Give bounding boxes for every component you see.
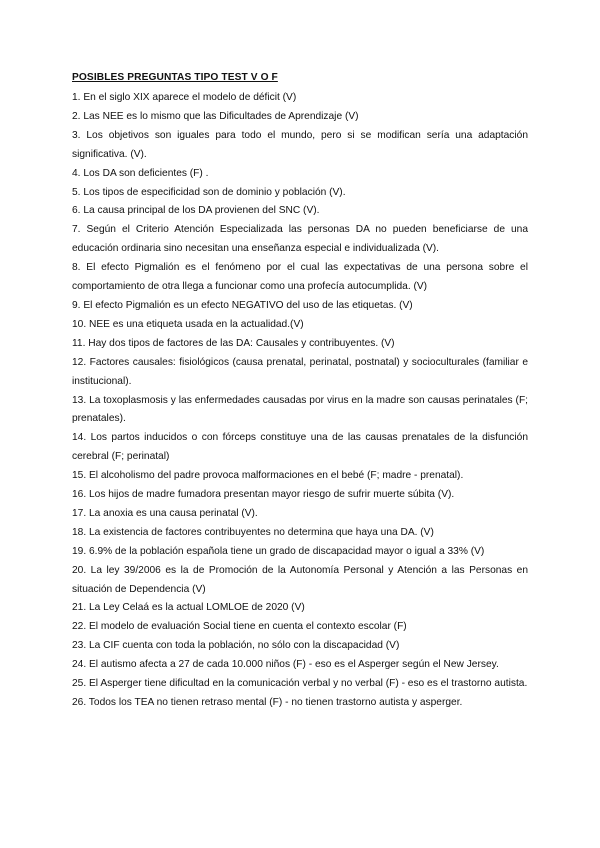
list-item: 26. Todos los TEA no tienen retraso mental (F) - no tienen trastorno autista y asperger.: [72, 697, 463, 708]
list-item: 11. Hay dos tipos de factores de las DA: Causales y contribuyentes. (V): [72, 337, 395, 349]
list-item: 5. Los tipos de especificidad son de dominio y población (V).: [72, 186, 346, 198]
list-item: 19. 6.9% de la población española tiene un grado de discapacidad mayor o igual a 33% (V): [72, 545, 485, 557]
list-item: 23. La CIF cuenta con toda la población, no sólo con la discapacidad (V): [72, 640, 400, 652]
list-item: 22. El modelo de evaluación Social tiene en cuenta el contexto escolar (F): [72, 621, 407, 633]
list-item: 10. NEE es una etiqueta usada en la actualidad.(V): [72, 318, 304, 330]
list-item: 18. La existencia de factores contribuyentes no determina que haya una DA. (V): [72, 526, 434, 538]
list-item: 2. Las NEE es lo mismo que las Dificultades de Aprendizaje (V): [72, 110, 359, 122]
list-item: 13. La toxoplasmosis y las enfermedades causadas por virus en la madre son causas perinatales (F; prenatales).: [72, 394, 528, 425]
list-item: 9. El efecto Pigmalión es un efecto NEGATIVO del uso de las etiquetas. (V): [72, 299, 413, 311]
list-item: 12. Factores causales: fisiológicos (causa prenatal, perinatal, postnatal) y socioculturales (familiar e institucional).: [72, 356, 528, 387]
list-item: 14. Los partos inducidos o con fórceps constituye una de las causas prenatales de la disfunción cerebral (F; perinatal): [72, 432, 528, 463]
list-item: 21. La Ley Celaá es la actual LOMLOE de 2020 (V): [72, 602, 305, 614]
list-item: 7. Según el Criterio Atención Especializada las personas DA no pueden beneficiarse de una educación ordinaria sino necesitan una enseñanza especial e individualizada (V).: [72, 224, 528, 255]
list-item: 17. La anoxia es una causa perinatal (V).: [72, 507, 258, 519]
list-item: 15. El alcoholismo del padre provoca malformaciones en el bebé (F; madre - prenatal).: [72, 470, 464, 482]
list-item: 16. Los hijos de madre fumadora presentan mayor riesgo de sufrir muerte súbita (V).: [72, 489, 455, 501]
list-item: 3. Los objetivos son iguales para todo el mundo, pero si se modifican sería una adaptación significativa. (V).: [72, 129, 528, 160]
document-title: POSIBLES PREGUNTAS TIPO TEST V O F: [72, 72, 278, 83]
list-item: 20. La ley 39/2006 es la de Promoción de la Autonomía Personal y Atención a las Personas en situación de Dependencia (V): [72, 564, 528, 595]
list-item: 4. Los DA son deficientes (F) .: [72, 167, 209, 179]
list-item: 6. La causa principal de los DA provienen del SNC (V).: [72, 205, 320, 217]
question-list: [72, 89, 528, 713]
list-item: 25. El Asperger tiene dificultad en la comunicación verbal y no verbal (F) - eso es el trastorno autista.: [72, 678, 528, 690]
list-item: 1. En el siglo XIX aparece el modelo de déficit (V): [72, 92, 297, 103]
list-item: 8. El efecto Pigmalión es el fenómeno por el cual las expectativas de una persona sobre el comportamiento de otra llega a funcionar como una profecía autocumplida. (V): [72, 262, 528, 293]
list-item: 24. El autismo afecta a 27 de cada 10.000 niños (F) - eso es el Asperger según el New Jersey.: [72, 659, 499, 671]
